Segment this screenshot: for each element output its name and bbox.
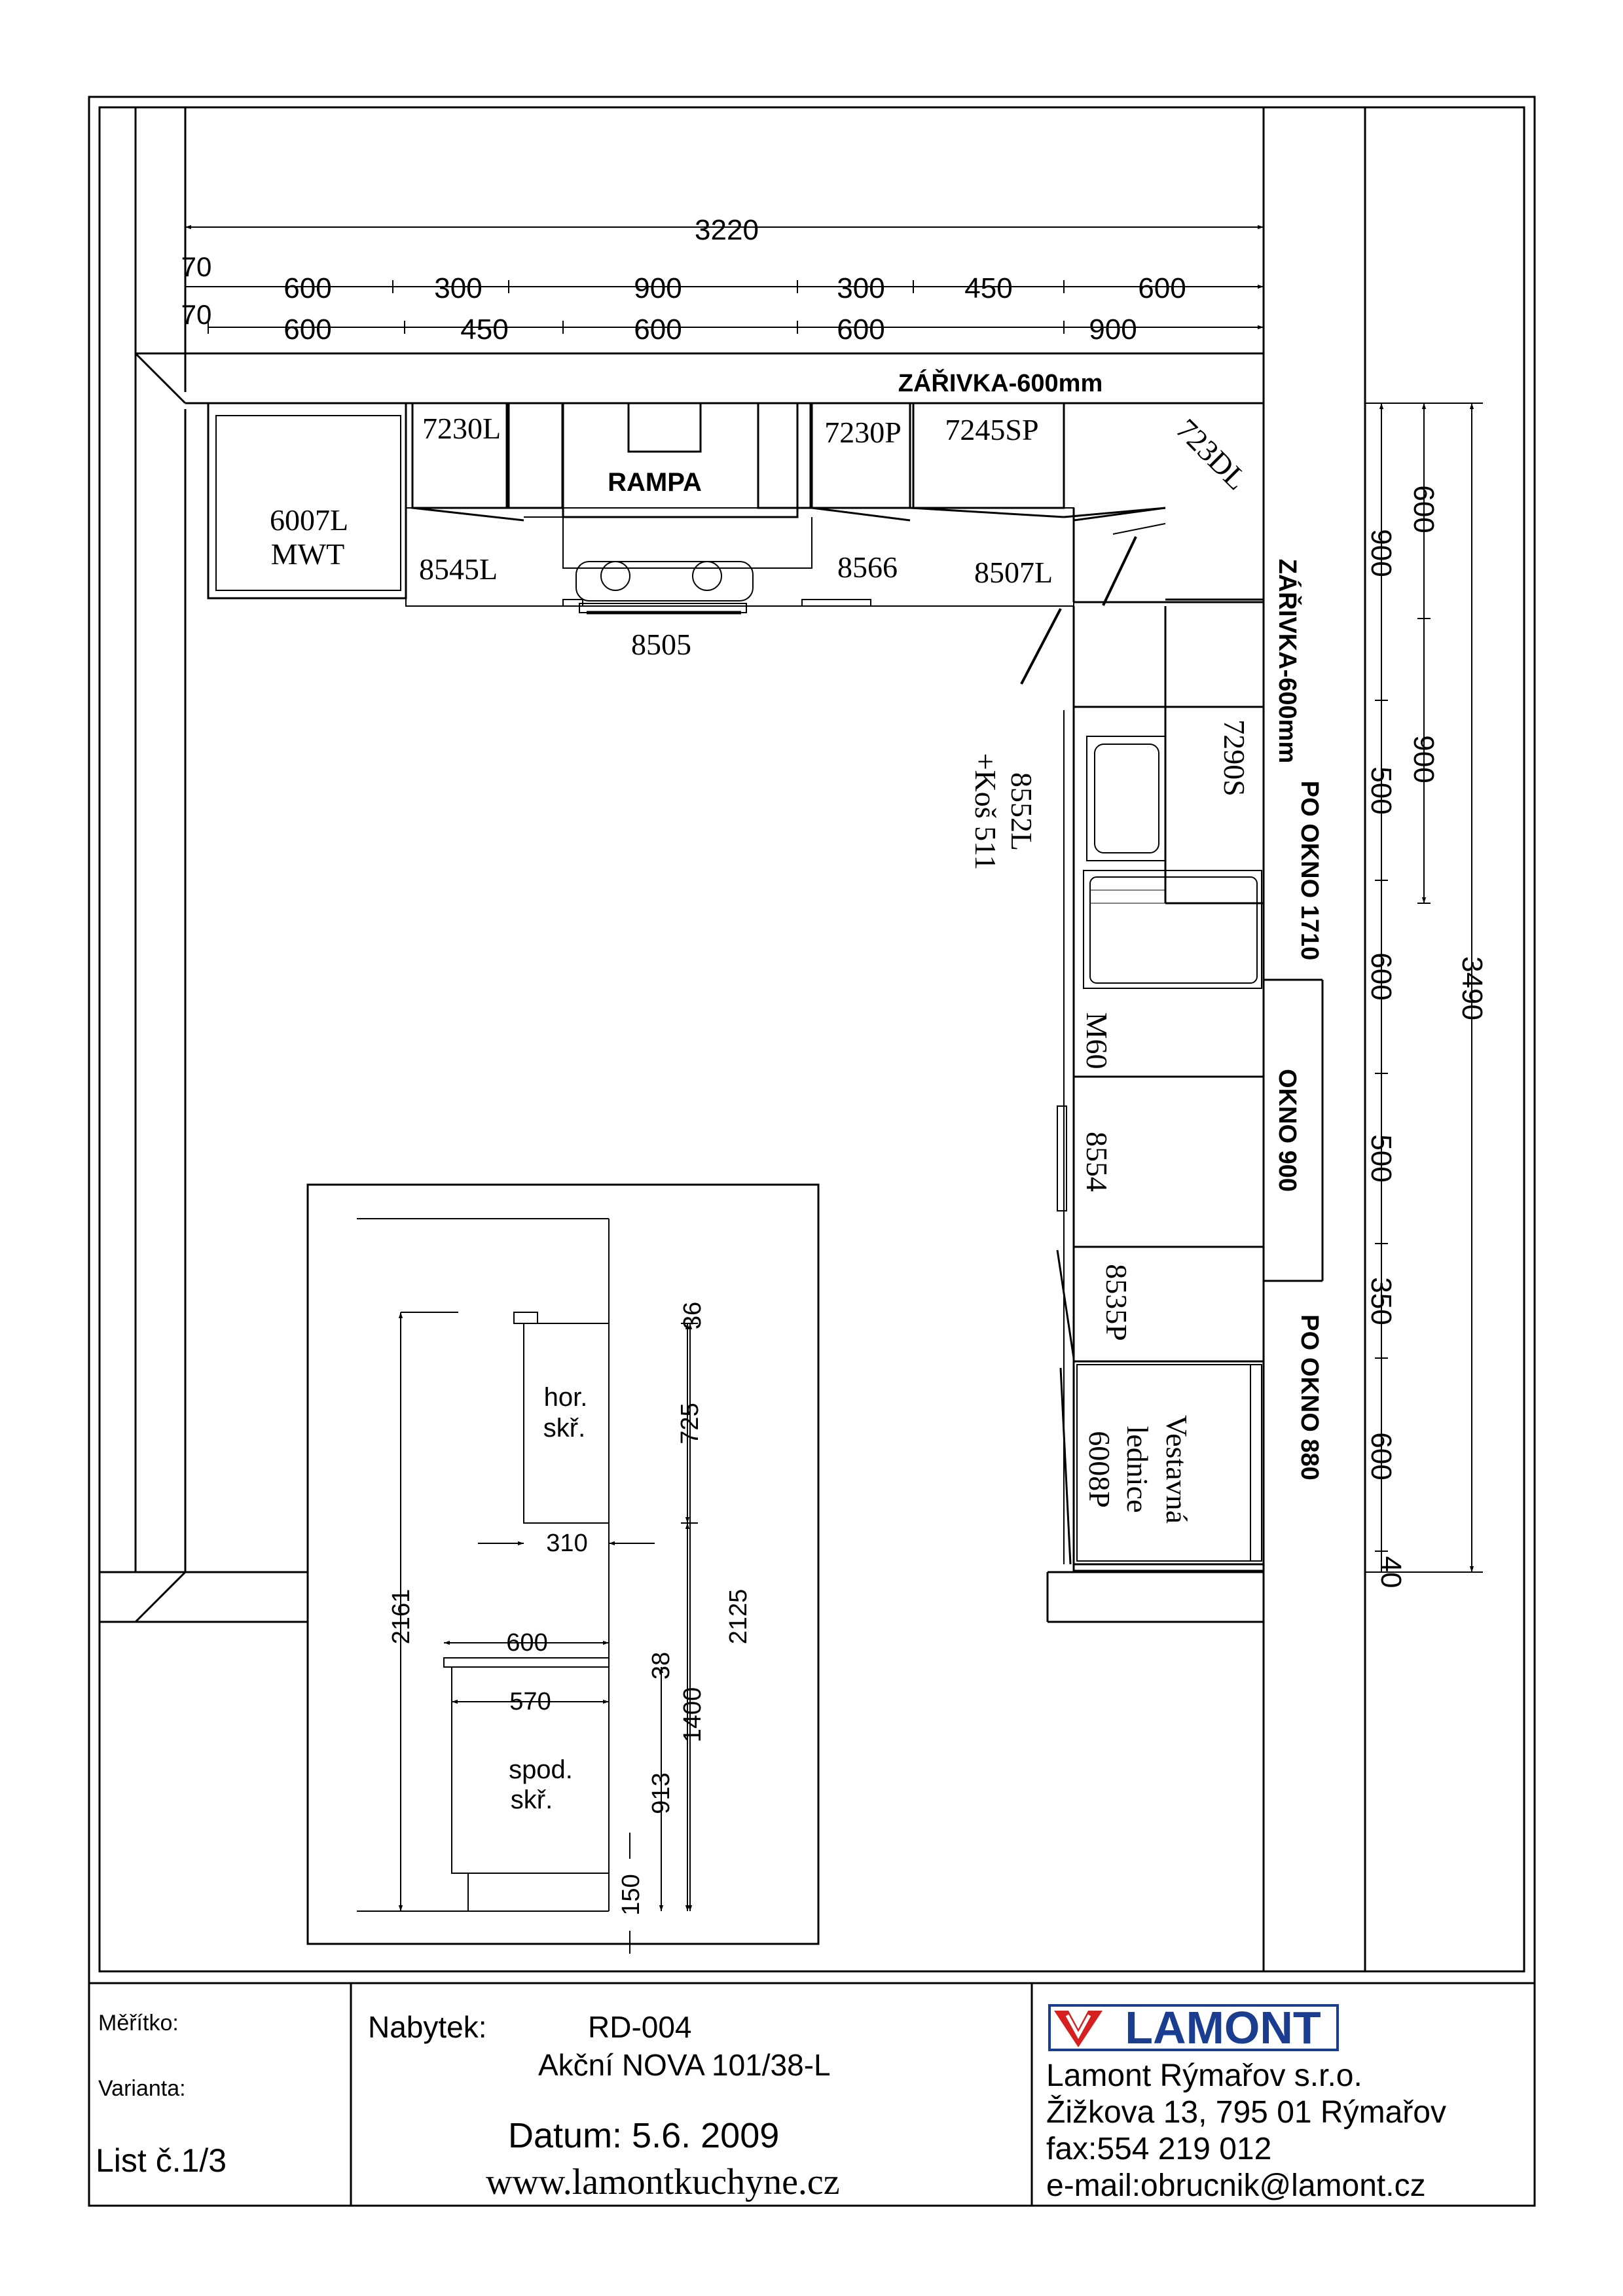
walls (100, 107, 1365, 1971)
po-okno-1710-label: PO OKNO 1710 (1296, 780, 1323, 961)
cab-mwt: MWT (270, 537, 345, 571)
dim-right-outer-5: 350 (1365, 1277, 1397, 1325)
dim-right-inner-1: 600 (1408, 485, 1440, 533)
cab-8507l: 8507L (974, 556, 1053, 589)
section-dim-600: 600 (506, 1629, 548, 1657)
dim-right-outer-2: 500 (1365, 766, 1397, 815)
company-fax: fax:554 219 012 (1046, 2132, 1272, 2166)
dim-gap-lower: 70 (181, 299, 212, 330)
fridge-line-3: 6008P (1083, 1431, 1116, 1508)
section-dim-725: 725 (676, 1403, 704, 1444)
cab-6007l: 6007L (269, 503, 349, 537)
cab-8552l: 8552L (1005, 772, 1038, 852)
cab-8566: 8566 (837, 550, 898, 584)
zarivka-top-label: ZÁŘIVKA-600mm (898, 370, 1103, 397)
dim-lower-4: 600 (837, 314, 885, 346)
zarivka-right-label: ZÁŘIVKA-600mm (1273, 558, 1301, 764)
po-okno-880-label: PO OKNO 880 (1296, 1314, 1323, 1480)
section-dim-150: 150 (617, 1874, 645, 1916)
section-dim-2125: 2125 (725, 1588, 752, 1645)
project-code: RD-004 (588, 2010, 692, 2044)
section-upper-label-1: hor. (543, 1383, 588, 1412)
dim-upper-1: 600 (283, 272, 332, 304)
cab-7290s: 7290S (1218, 719, 1251, 797)
dim-right-outer-3: 600 (1365, 952, 1397, 1001)
section-dim-1400: 1400 (679, 1687, 706, 1743)
top-cabinets (208, 403, 1264, 684)
cab-rampa: RAMPA (608, 468, 702, 497)
company-name: Lamont Rýmařov s.r.o. (1046, 2058, 1362, 2093)
dim-lower-5: 900 (1089, 314, 1137, 346)
section-lower-label-2: skř. (510, 1785, 553, 1814)
project-name: Akční NOVA 101/38-L (538, 2048, 831, 2082)
fridge-line-1: Vestavná (1160, 1414, 1194, 1524)
company-email[interactable]: e-mail:obrucnik@lamont.cz (1046, 2168, 1426, 2203)
section-dim-570: 570 (509, 1688, 551, 1715)
dim-lower-2: 450 (460, 314, 509, 346)
dim-right-outer-7: 40 (1375, 1556, 1407, 1588)
dim-lower-1: 600 (283, 314, 332, 346)
fridge-line-2: lednice (1121, 1426, 1154, 1513)
sheet-number: List č.1/3 (96, 2142, 227, 2179)
cab-8505: 8505 (631, 628, 691, 661)
dim-right-outer-4: 500 (1365, 1134, 1397, 1183)
dim-right-inner-2: 900 (1408, 735, 1440, 783)
section-dim-36: 36 (679, 1301, 706, 1330)
section-upper-label-2: skř. (543, 1414, 586, 1443)
section-dim-310: 310 (546, 1530, 588, 1557)
furniture-label: Nabytek: (368, 2010, 487, 2044)
cab-8545l: 8545L (418, 552, 498, 586)
cab-723dl: 723DL (1169, 412, 1254, 497)
drawing-date: Datum: 5.6. 2009 (508, 2116, 780, 2155)
dim-right-overall: 3490 (1456, 956, 1488, 1020)
section-detail (308, 1185, 818, 1944)
logo-text: LAMONT (1125, 2002, 1321, 2053)
dim-upper-2: 300 (434, 272, 483, 304)
dim-right-outer-6: 600 (1365, 1432, 1397, 1480)
section-dim-913: 913 (647, 1772, 675, 1814)
section-dim-2161: 2161 (388, 1588, 415, 1645)
cab-7230l: 7230L (422, 412, 501, 445)
section-dim-38: 38 (647, 1651, 675, 1680)
dim-right-outer-1: 900 (1365, 529, 1397, 577)
okno-900-label: OKNO 900 (1273, 1069, 1301, 1192)
section-lower-label-1: spod. (509, 1755, 573, 1784)
cab-m60: M60 (1080, 1012, 1114, 1069)
cab-8535p: 8535P (1100, 1264, 1133, 1341)
variant-label: Varianta: (98, 2076, 186, 2101)
dim-upper-5: 450 (964, 272, 1013, 304)
dim-gap-upper: 70 (181, 251, 212, 282)
dim-lower-3: 600 (634, 314, 682, 346)
dim-overall-top: 3220 (695, 214, 759, 246)
cab-8554: 8554 (1080, 1132, 1114, 1192)
cab-7230p: 7230P (824, 416, 902, 449)
dim-upper-3: 900 (634, 272, 682, 304)
cab-kos-511: +Koš 511 (969, 753, 1002, 870)
company-address: Žižkova 13, 795 01 Rýmařov (1046, 2095, 1446, 2130)
cab-7245sp: 7245SP (945, 413, 1039, 446)
dim-upper-4: 300 (837, 272, 885, 304)
labels (181, 214, 1488, 2053)
scale-label: Měřítko: (98, 2011, 179, 2036)
website-link[interactable]: www.lamontkuchyne.cz (486, 2162, 840, 2202)
dim-upper-6: 600 (1138, 272, 1186, 304)
